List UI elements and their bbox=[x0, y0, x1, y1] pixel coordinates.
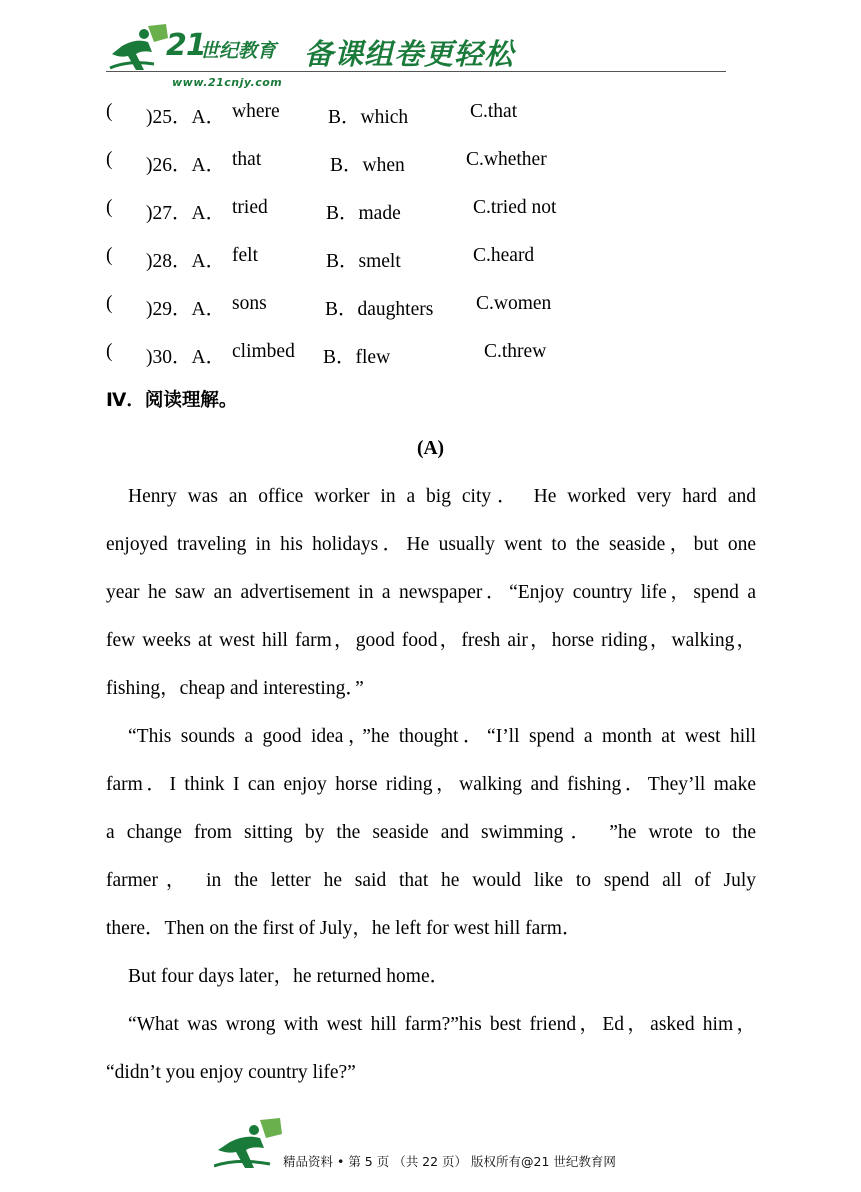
option-c: C.women bbox=[476, 293, 552, 314]
header-slogan: 备课组卷更轻松 bbox=[304, 37, 515, 71]
runner-logo-icon bbox=[108, 24, 170, 72]
option-b: B．daughters bbox=[325, 299, 434, 320]
question-number: )26．A． bbox=[146, 155, 226, 176]
passage-line: a change from sitting by the seaside and swimming． ”he wrote to the bbox=[106, 822, 756, 843]
option-b: B．when bbox=[330, 155, 405, 176]
option-c: C.heard bbox=[473, 245, 535, 266]
option-a: climbed bbox=[232, 341, 295, 362]
question-number: )28．A． bbox=[146, 251, 226, 272]
option-a: felt bbox=[232, 245, 258, 266]
question-number: )25．A． bbox=[146, 107, 226, 128]
option-c: C.threw bbox=[484, 341, 547, 362]
passage-label: (A) bbox=[416, 438, 445, 459]
option-b: B．smelt bbox=[326, 251, 401, 272]
answer-blank: ( bbox=[106, 293, 113, 314]
passage-line: “What was wrong with west hill farm?”his best friend，Ed，asked him， bbox=[128, 1014, 756, 1035]
question-number: )27．A． bbox=[146, 203, 226, 224]
option-b: B．which bbox=[328, 107, 409, 128]
header-divider bbox=[106, 71, 726, 72]
answer-blank: ( bbox=[106, 197, 113, 218]
answer-blank: ( bbox=[106, 149, 113, 170]
footer-runner-logo-icon bbox=[214, 1118, 284, 1170]
passage-line: there．Then on the first of July，he left for west hill farm． bbox=[106, 918, 582, 939]
answer-blank: ( bbox=[106, 245, 113, 266]
option-a: tried bbox=[232, 197, 268, 218]
passage-line: farmer， in the letter he said that he would like to spend all of July bbox=[106, 870, 756, 891]
option-a: that bbox=[232, 149, 262, 170]
option-b: B．flew bbox=[323, 347, 391, 368]
passage-line: “didn’t you enjoy country life?” bbox=[106, 1062, 356, 1083]
option-c: C.whether bbox=[466, 149, 547, 170]
passage-line: “This sounds a good idea，”he thought．“I’ll spend a month at west hill bbox=[128, 726, 756, 747]
passage-line: farm．I think I can enjoy horse riding，walking and fishing．They’ll make bbox=[106, 774, 756, 795]
passage-line: few weeks at west hill farm，good food，fresh air，horse riding，walking， bbox=[106, 630, 756, 651]
question-number: )30．A． bbox=[146, 347, 226, 368]
question-number: )29．A． bbox=[146, 299, 226, 320]
passage-line: But four days later，he returned home． bbox=[128, 966, 450, 987]
site-logo bbox=[108, 24, 288, 89]
footer-page-info: 精品资料 • 第 5 页 （共 22 页） 版权所有@21 世纪教育网 bbox=[283, 1154, 616, 1169]
option-c: C.that bbox=[470, 101, 518, 122]
option-a: where bbox=[232, 101, 280, 122]
section-title: Ⅳ．阅读理解。 bbox=[106, 390, 238, 411]
logo-brand: 世纪教育 bbox=[200, 40, 277, 62]
option-a: sons bbox=[232, 293, 267, 314]
option-c: C.tried not bbox=[473, 197, 557, 218]
logo-url: www.21cnjy.com bbox=[172, 76, 283, 89]
passage-line: Henry was an office worker in a big city． He worked very hard and bbox=[128, 486, 756, 507]
logo-number: 21 bbox=[166, 28, 206, 63]
option-b: B．made bbox=[326, 203, 401, 224]
passage-line: fishing，cheap and interesting．” bbox=[106, 678, 364, 699]
answer-blank: ( bbox=[106, 101, 113, 122]
passage-line: year he saw an advertisement in a newspaper．“Enjoy country life，spend a bbox=[106, 582, 756, 603]
passage-line: enjoyed traveling in his holidays．He usually went to the seaside，but one bbox=[106, 534, 756, 555]
answer-blank: ( bbox=[106, 341, 113, 362]
